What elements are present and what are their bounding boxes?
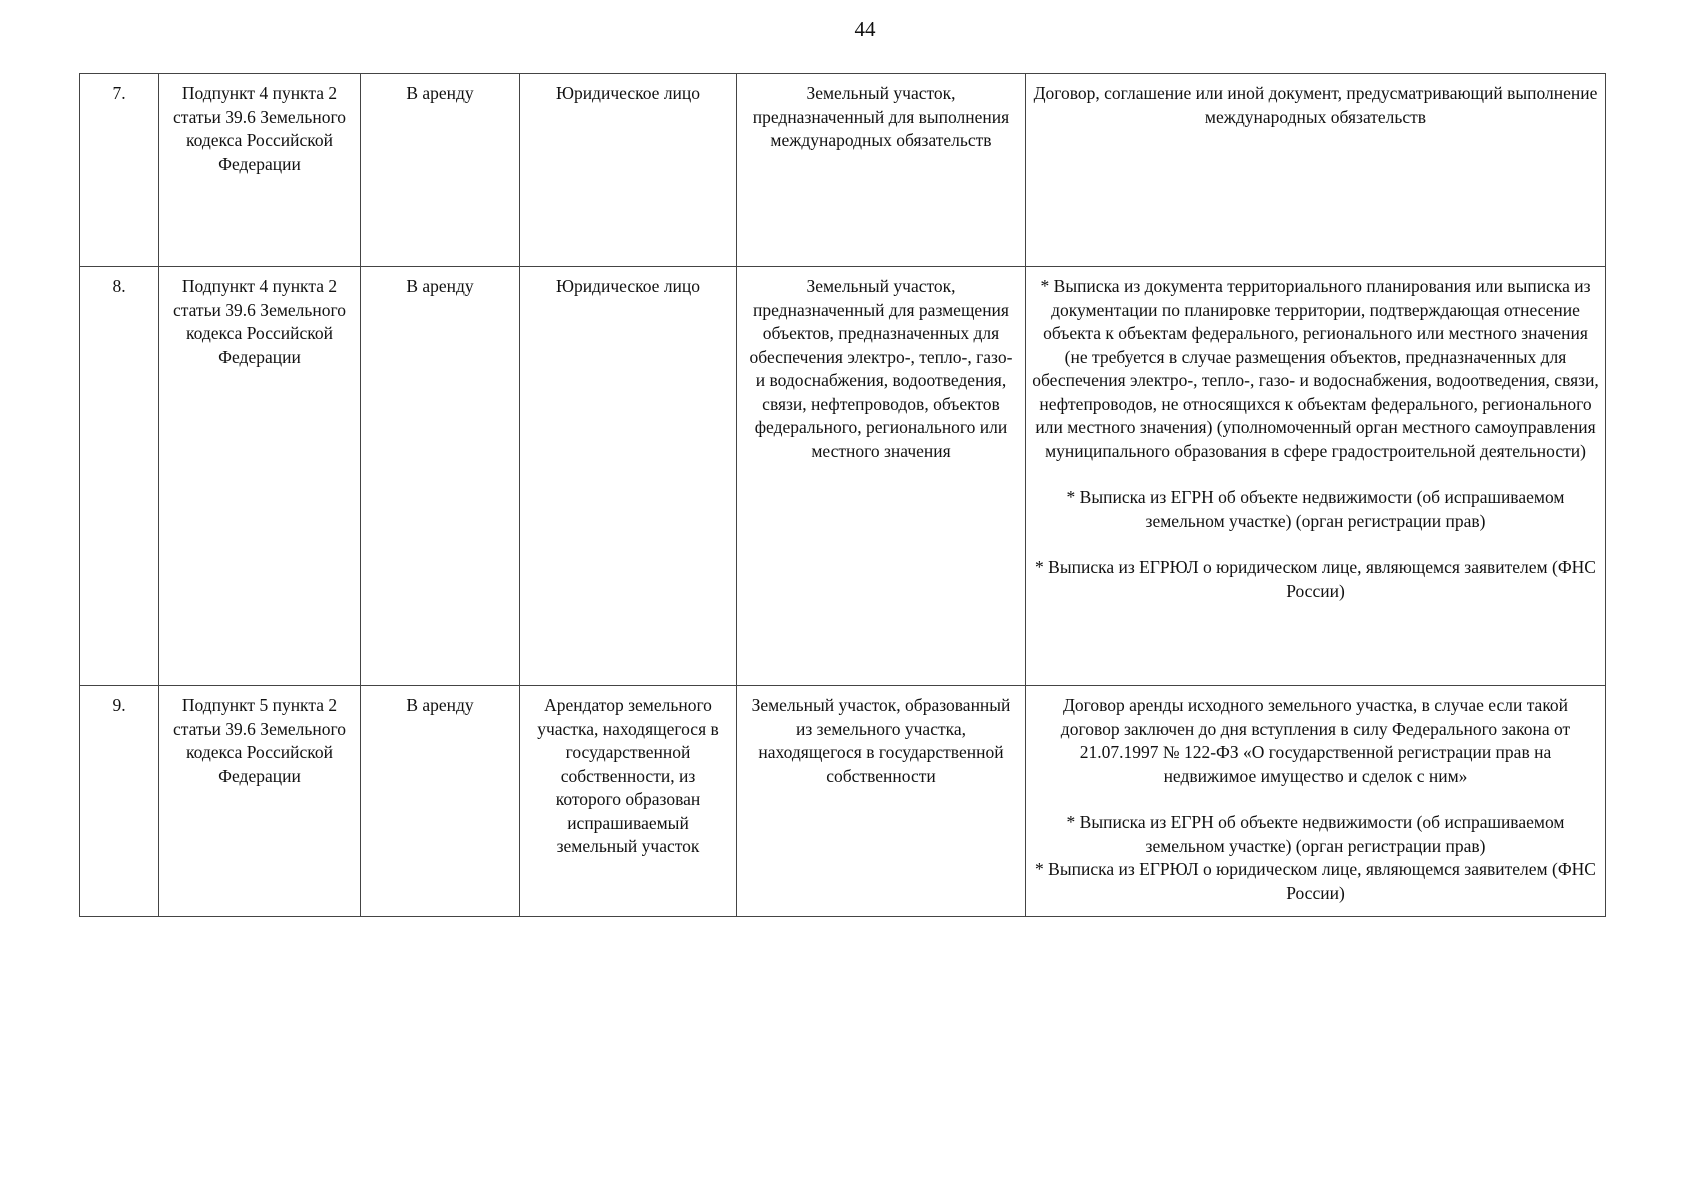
document-item: Договор аренды исходного земельного участка, в случае если такой договор заключен до дня вступления в силу Федерального закона от 21.07.1997 № 122-ФЗ «О государственной регистрации прав на недвижимое имущество и сделок с ним» [1060, 695, 1571, 786]
land-plot-cell: Земельный участок, предназначенный для выполнения международных обязательств [737, 74, 1026, 267]
page-number: 44 [854, 17, 876, 41]
right-type-cell: В аренду [361, 686, 520, 917]
table-row [80, 74, 1606, 267]
document-item: Договор, соглашение или иной документ, предусматривающий выполнение международных обязательств [1033, 83, 1598, 127]
document-item: * Выписка из ЕГРЮЛ о юридическом лице, являющемся заявителем (ФНС России) [1035, 859, 1596, 903]
documents-cell [1026, 267, 1606, 686]
documents-table [79, 73, 1606, 917]
document-item: * Выписка из ЕГРН об объекте недвижимости (об испрашиваемом земельном участке) (орган регистрации прав) [1066, 487, 1565, 531]
row-number: 8. [80, 267, 159, 686]
documents-cell [1026, 686, 1606, 917]
right-type-cell: В аренду [361, 74, 520, 267]
legal-basis-cell: Подпункт 4 пункта 2 статьи 39.6 Земельного кодекса Российской Федерации [159, 74, 361, 267]
document-item: * Выписка из ЕГРН об объекте недвижимости (об испрашиваемом земельном участке) (орган регистрации прав) [1066, 812, 1565, 856]
table-row [80, 267, 1606, 686]
row-number: 9. [80, 686, 159, 917]
land-plot-cell: Земельный участок, образованный из земельного участка, находящегося в государственной собственности [737, 686, 1026, 917]
legal-basis-cell: Подпункт 5 пункта 2 статьи 39.6 Земельного кодекса Российской Федерации [159, 686, 361, 917]
applicant-cell: Юридическое лицо [520, 74, 737, 267]
document-item: * Выписка из документа территориального планирования или выписка из документации по планировке территории, подтверждающая отнесение объекта к объектам федерального, регионального или местного значения (не требуется в случае размещения объектов, предназначенных для обеспечения электро-, тепло-, газо- и водоснабжения, водоотведения, связи, нефтепроводов, не относящихся к объектам федерального, регионального или местного значения) (уполномоченный орган местного самоуправления муниципального образования в сфере градостроительной деятельности) [1032, 276, 1599, 461]
legal-basis-cell: Подпункт 4 пункта 2 статьи 39.6 Земельного кодекса Российской Федерации [159, 267, 361, 686]
documents-cell [1026, 74, 1606, 267]
document-item: * Выписка из ЕГРЮЛ о юридическом лице, являющемся заявителем (ФНС России) [1035, 557, 1596, 601]
applicant-cell: Арендатор земельного участка, находящегося в государственной собственности, из которого образован испрашиваемый земельный участок [520, 686, 737, 917]
applicant-cell: Юридическое лицо [520, 267, 737, 686]
land-plot-cell: Земельный участок, предназначенный для размещения объектов, предназначенных для обеспечения электро-, тепло-, газо- и водоснабжения, водоотведения, связи, нефтепроводов, объектов федерального, регионального или местного значения [737, 267, 1026, 686]
row-number: 7. [80, 74, 159, 267]
right-type-cell: В аренду [361, 267, 520, 686]
table-row [80, 686, 1606, 917]
